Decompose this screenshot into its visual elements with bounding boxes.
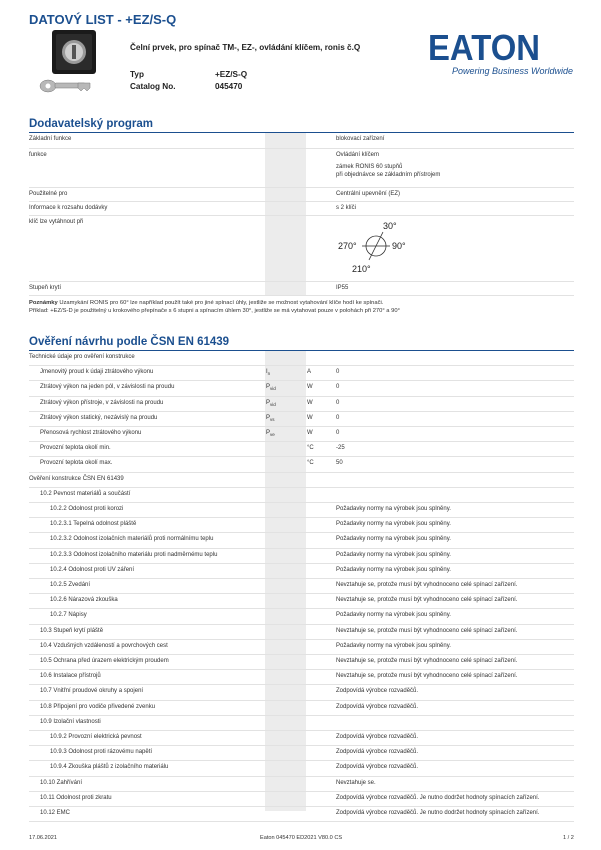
table-row: Ztrátový výkon přístroje, v závislosti na proudu $P_{vid}$ W 0 bbox=[29, 397, 574, 412]
table-row: Provozní teplota okolí max. °C 50 bbox=[29, 457, 574, 472]
table-row: Ztrátový výkon na jeden pól, v závislosti na proudu $P_{vid}$ W 0 bbox=[29, 381, 574, 396]
angle-label-top: 30° bbox=[383, 221, 397, 231]
table-row: Ztrátový výkon statický, nezávislý na proudu $P_{vs}$ W 0 bbox=[29, 412, 574, 427]
angle-label-left: 270° bbox=[338, 241, 357, 251]
product-description: Čelní prvek, pro spínač TM-, EZ-, ovládání klíčem, ronis č.Q bbox=[130, 43, 361, 52]
table-row: 10.2.3.3 Odolnost izolačního materiálu proti nadměrnému teplu Požadavky normy na výrobek jsou splněny. bbox=[29, 549, 574, 564]
table-row: 10.2.5 Zvedání Nevztahuje se, protože musí být vyhodnoceno celé spínací zařízení. bbox=[29, 579, 574, 594]
product-image bbox=[38, 28, 118, 98]
table-row: Stupeň krytí IP55 bbox=[29, 282, 574, 296]
brand-slogan: Powering Business Worldwide bbox=[452, 66, 574, 76]
footer-document-id: Eaton 045470 ED2021 V80.0 CS bbox=[260, 835, 343, 841]
table-row: 10.5 Ochrana před úrazem elektrickým proudem Nevztahuje se, protože musí být vyhodnoceno celé spínací zařízení. bbox=[29, 655, 574, 670]
table-row: 10.7 Vnitřní proudové okruhy a spojení Zodpovídá výrobce rozvaděčů. bbox=[29, 685, 574, 700]
table-row: 10.2.4 Odolnost proti UV záření Požadavky normy na výrobek jsou splněny. bbox=[29, 564, 574, 579]
table-row: Provozní teplota okolí min. °C -25 bbox=[29, 442, 574, 457]
table-row: Ověření konstrukce ČSN EN 61439 bbox=[29, 473, 574, 488]
table-row: 10.2.2 Odolnost proti korozi Požadavky normy na výrobek jsou splněny. bbox=[29, 503, 574, 518]
footer-page: 1 / 2 bbox=[563, 835, 574, 841]
table-row: 10.9 Izolační vlastnosti bbox=[29, 716, 574, 731]
table-row: klíč lze vytáhnout při 30° 270° 90° 210° bbox=[29, 216, 574, 282]
table-row: 10.4 Vzdušných vzdáleností a povrchových cest Požadavky normy na výrobek jsou splněny. bbox=[29, 640, 574, 655]
section-heading-overeni: Ověření návrhu podle ČSN EN 61439 bbox=[29, 336, 230, 348]
table-row: 10.6 Instalace přístrojů Nevztahuje se, protože musí být vyhodnoceno celé spínací zařízení. bbox=[29, 670, 574, 685]
catalog-label: Catalog No. bbox=[130, 82, 176, 91]
table-row: 10.11 Odolnost proti zkratu Zodpovídá výrobce rozvaděčů. Je nutno dodržet hodnoty spínacích zařízení. bbox=[29, 792, 574, 807]
table-row: 10.2.3.2 Odolnost izolačních materiálů proti normálnímu teplu Požadavky normy na výrobek jsou splněny. bbox=[29, 533, 574, 548]
table-row: 10.8 Připojení pro vodiče přivedené zvenku Zodpovídá výrobce rozvaděčů. bbox=[29, 701, 574, 716]
table-row: Použitelné pro Centrální upevnění (EZ) bbox=[29, 188, 574, 202]
table-row: 10.2.7 Nápisy Požadavky normy na výrobek jsou splněny. bbox=[29, 609, 574, 624]
angle-label-bottom: 210° bbox=[352, 264, 371, 274]
catalog-value: 045470 bbox=[215, 82, 243, 91]
table-row: Jmenovitý proud k údaji ztrátového výkonu $I_n$ A 0 bbox=[29, 366, 574, 381]
angle-label-right: 90° bbox=[392, 241, 406, 251]
page-title: DATOVÝ LIST - +EZ/S-Q bbox=[29, 12, 177, 27]
table-row: 10.10 Zahřívání Nevztahuje se. bbox=[29, 777, 574, 792]
table-row: 10.9.4 Zkouška pláštů z izolačního materiálu Zodpovídá výrobce rozvaděčů. bbox=[29, 761, 574, 776]
table-row: Základní funkce blokovací zařízení bbox=[29, 133, 574, 149]
table-row: Přenosová rychlost ztrátového výkonu $P_{ve}$ W 0 bbox=[29, 427, 574, 442]
table-row: Informace k rozsahu dodávky s 2 klíči bbox=[29, 202, 574, 216]
table-row: 10.2 Pevnost materiálů a součástí bbox=[29, 488, 574, 503]
section-heading-dodavatelsky: Dodavatelský program bbox=[29, 118, 153, 130]
key-angle-diagram bbox=[336, 218, 416, 278]
footer-date: 17.06.2021 bbox=[29, 835, 57, 841]
table-row: funkce Ovládání klíčem zámek RONIS 60 stupňů při objednávce se základním přístrojem bbox=[29, 149, 574, 188]
table-row: Technické údaje pro ověření konstrukce bbox=[29, 351, 574, 366]
table-row: 10.3 Stupeň krytí pláště Nevztahuje se, protože musí být vyhodnoceno celé spínací zařízení. bbox=[29, 625, 574, 640]
note: Poznámky Uzamykání RONIS pro 60° lze například použít také pro jiné spínací úhly, jestliže se možnost vytahování klíče hodí ke spínači. Příklad: +EZ/S-D je použitelný u krokového přepínače s 6 stupni a spínacím úhlem 30°, jestliže se má vytahovat pouze v polohách při 270° a 90° bbox=[29, 300, 400, 314]
type-value: +EZ/S-Q bbox=[215, 70, 248, 79]
table-row: 10.9.3 Odolnost proti rázovému napětí Zodpovídá výrobce rozvaděčů. bbox=[29, 746, 574, 761]
table-row: 10.2.3.1 Tepelná odolnost pláště Požadavky normy na výrobek jsou splněny. bbox=[29, 518, 574, 533]
type-label: Typ bbox=[130, 70, 144, 79]
logo-text: EATON bbox=[428, 32, 540, 68]
table-row: 10.12 EMC Zodpovídá výrobce rozvaděčů. Je nutno dodržet hodnoty spínacích zařízení. bbox=[29, 807, 574, 822]
table-row: 10.2.6 Nárazová zkouška Nevztahuje se, protože musí být vyhodnoceno celé spínací zařízení. bbox=[29, 594, 574, 609]
table-row: 10.9.2 Provozní elektrická pevnost Zodpovídá výrobce rozvaděčů. bbox=[29, 731, 574, 746]
